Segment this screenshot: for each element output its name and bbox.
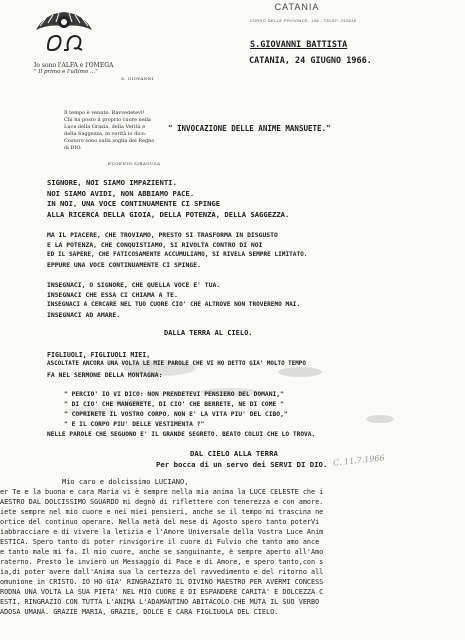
sender-name: S.GIOVANNI BATTISTA [250, 40, 348, 50]
letter-line: e tanto male mi fa. Il mio cuore, anche se sanguinante, è sempre aperto all'Amo [0, 548, 324, 556]
messenger-line: Per bocca di un servo dei SERVI DI DIO. [156, 460, 328, 469]
letterhead-address: CORSO DELLE PROVINCE, 146 - TELEF. 243818 [249, 18, 357, 23]
sermon-line: " E IL CORPO PIU' DELLE VESTIMENTA ?" [64, 421, 205, 428]
sermon-line: " DI CIO' CHE MANGERETE, DI CIO' CHE BERRETE, NE DI COME " [64, 401, 284, 408]
quote-line: Il tempo è venuto. Ravvedetevi! [64, 110, 145, 116]
letter-line: omunione in CRISTO. IO HO GIA' RINGRAZIATO IL DIVINO MAESTRO PER AVERMI CONCESS [0, 578, 324, 586]
paragraph-line: INSEGNACI AD AMARE. [47, 311, 121, 319]
letter-line: iete sempre nel mio cuore e nei miei pensieri, anche se il tempo mi trascina ne [0, 508, 324, 516]
quote-line: Luce della Grazia, della Verità e [64, 124, 146, 130]
section-divider: DALLA TERRA AL CIELO. [164, 329, 253, 337]
letterhead-motto [34, 62, 154, 81]
motto-signature: S. GIOVANNI [121, 76, 154, 81]
letter-line: ESTI. RINGRAZIO CON TUTTA L'ANIMA L'ADAMANTINO ABITACOLO CHE MUTA IL SUO VERBO [0, 598, 320, 606]
letter-line: ia,di poter avere dall'Anima sua la certezza del ravvedimento e del ritorno all [0, 568, 324, 576]
paragraph-line: ED IL SAPERE, CHE FATICOSAMENTE ACCUMULIAMO, SI RIVELA SEMPRE LIMITATO. [47, 251, 308, 258]
section-divider: DAL CIELO ALLA TERRA [190, 449, 278, 458]
letterhead-city: CATANIA [274, 2, 320, 12]
quote-line: di DIO. [64, 145, 82, 151]
sermon-conclusion: NELLE PAROLE CHE SEGUONO E' IL GRANDE SEGRETO. BEATO COLUI CHE LO TROVA. [47, 431, 316, 438]
alpha-omega-emblem [34, 4, 94, 58]
letterhead-quote [64, 110, 174, 152]
reply-line: ASCOLTATE ANCORA UNA VOLTA LE MIE PAROLE CHE VI HO DETTO GIA' MOLTO TEMPO [47, 361, 306, 367]
handwritten-note: C. 11.7.1966 [332, 453, 385, 468]
motto-line-1: Io sono l'ALFA e l'OMEGA [34, 62, 114, 69]
letter-line: ADOSA UMANA. GRAZIE MARIA, GRAZIE, DOLCE E CARA FIGLIUOLA DEL CIELO. [0, 608, 279, 616]
quote-author: EUGENIO SIRAGUSA [108, 161, 161, 166]
sermon-line: " COPRIRETE IL VOSTRO CORPO. NON E' LA VITA PIU' DEL CIBO," [64, 411, 288, 418]
letter-line: er Te e la buona e cara Maria vi è sempre nella mia anima la LUCE CELESTE che i [0, 488, 324, 496]
invocation-line: IN NOI, UNA VOCE CONTINUAMENTE CI SPINGE [47, 199, 221, 208]
reply-line: FA NEL SERMONE DELLA MONTAGNA: [47, 371, 163, 379]
quote-line: Chi ha posto il proprio cuore nella [64, 117, 151, 123]
letter-line: raterno. Presto le invierò un Messaggio di Pace e di Amore, e spero tanto,con s [0, 558, 324, 566]
invocation-line: ALLA RICERCA DELLA GIOIA, DELLA POTENZA, DELLA SAGGEZZA. [47, 210, 290, 219]
letter-line: Mio caro e dolcissimo LUCIANO, [62, 478, 189, 486]
invocation-line: NOI SIAMO AVIDI, NON ABBIAMO PACE. [47, 189, 195, 198]
reply-line: FIGLIUOLI, FIGLIUOLI MIEI, [47, 351, 151, 359]
paragraph-line: EPPURE UNA VOCE CONTINUAMENTE CI SPINGE. [47, 261, 201, 269]
quote-line: della Saggezza, in verità io dico: [64, 131, 147, 137]
paragraph-line: MA IL PIACERE, CHE TROVIAMO, PRESTO SI TRASFORMA IN DISGUSTO [47, 231, 278, 239]
letter-line: ESTICA. Spero tanto di poter rinvigorire il cuore di Fulvio che tanto amo ance [0, 538, 320, 546]
paragraph-line: INSEGNACI, O SIGNORE, CHE QUELLA VOCE E' TUA. [47, 281, 221, 289]
letter-line: RODNA UNA VOLTA LA SUA PIETA' NEL MIO CUORE E DI ESPANDERE CARITA' E DOLCEZZA C [0, 588, 324, 596]
letter-line: iabbracciare e di vivere la letizia e l'Amore Universale della Vostra Luce Anim [0, 528, 324, 536]
paragraph-line: INSEGNACI A CERCARE NEL TUO CUORE CIO' CHE ALTROVE NON TROVEREMO MAI. [47, 301, 301, 308]
quote-line: Costoro sono sulla soglia del Regno [64, 138, 155, 144]
letter-date: CATANIA, 24 GIUGNO 1966. [249, 56, 372, 66]
letter-line: ortice del continuo operare. Nella metà del mese di Agosto spero tanto poterVi [0, 518, 320, 526]
letter-line: AESTRO DAL DOLCISSIMO SGUARDO mi degnò di riflettere con tenerezza e con amore. [0, 498, 324, 506]
invocation-title: " INVOCAZIONE DELLE ANIME MANSUETE." [168, 124, 331, 133]
paragraph-line: INSEGNACI CHE ESSA CI CHIAMA A TE. [47, 291, 178, 299]
paragraph-line: E LA POTENZA, CHE CONQUISTIAMO, SI RIVOLTA CONTRO DI NOI [47, 241, 263, 249]
invocation-line: SIGNORE, NOI SIAMO IMPAZIENTI. [47, 178, 177, 187]
motto-line-2: " Il primo e l'ultimo ..." [34, 69, 98, 75]
sermon-line: " PERCIO' IO VI DICO: NON PRENDETEVI PENSIERO DEL DOMANI," [64, 391, 284, 398]
